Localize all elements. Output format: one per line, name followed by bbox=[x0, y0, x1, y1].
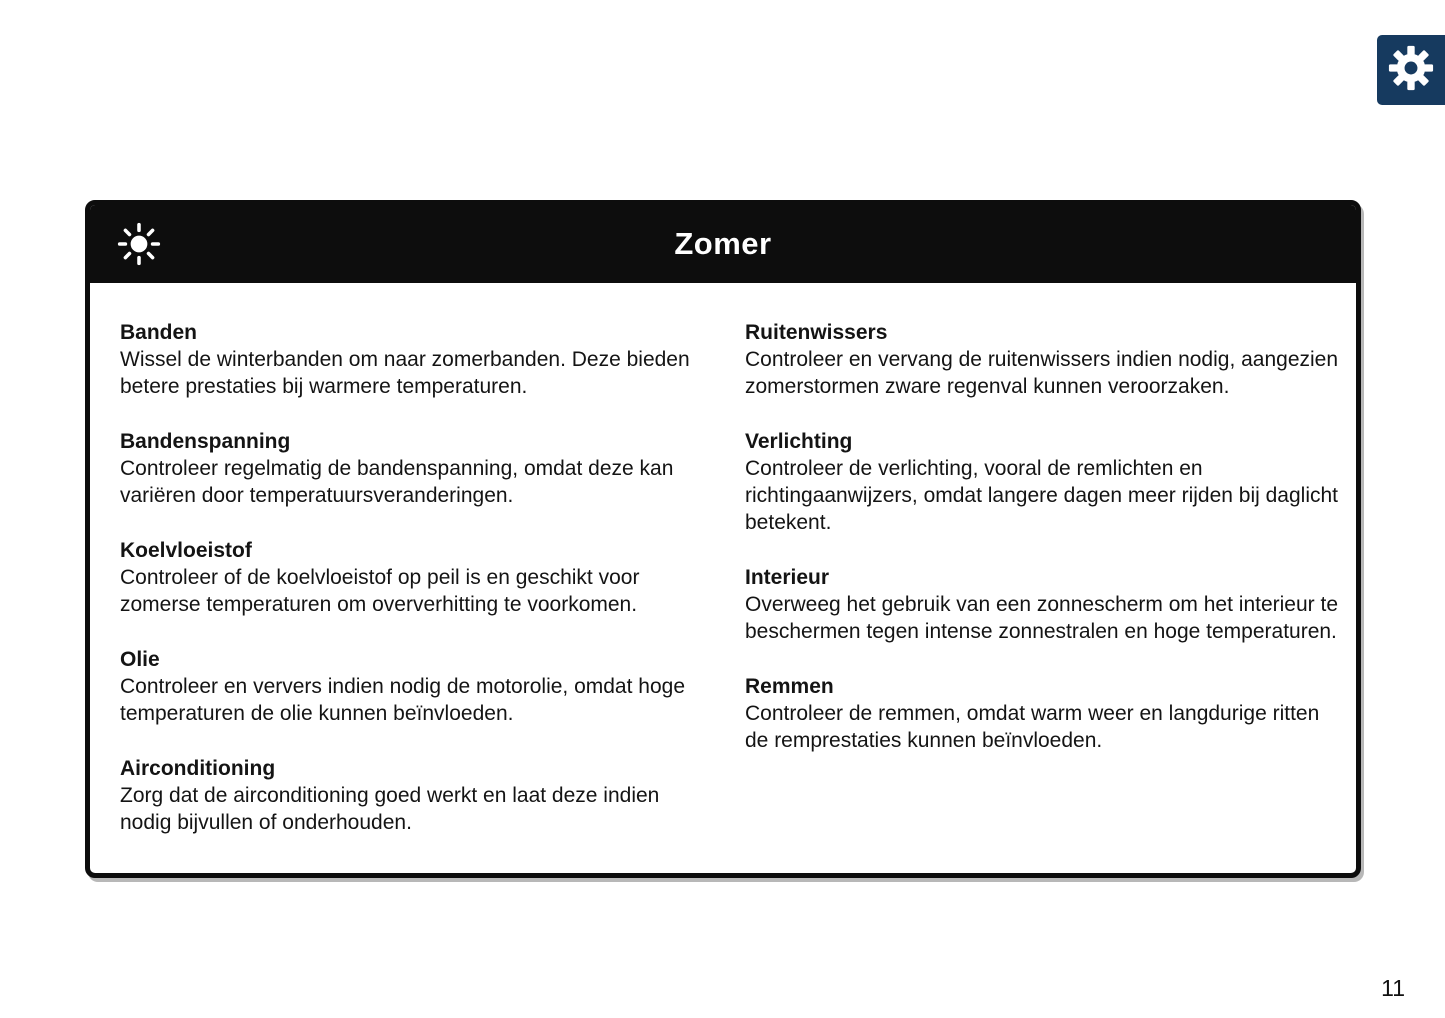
section-airconditioning bbox=[120, 755, 715, 836]
section-remmen bbox=[745, 673, 1340, 754]
section-bandenspanning bbox=[120, 428, 715, 509]
section-heading: Remmen bbox=[745, 675, 834, 698]
section-body: Controleer en vervang de ruitenwissers indien nodig, aangezien zomerstormen zware regenval kunnen veroorzaken. bbox=[745, 348, 1339, 398]
card-content bbox=[90, 283, 1356, 878]
column-right bbox=[745, 319, 1340, 864]
section-heading: Airconditioning bbox=[120, 757, 276, 780]
section-heading: Banden bbox=[120, 321, 198, 344]
section-ruitenwissers bbox=[745, 319, 1340, 400]
section-body: Wissel de winterbanden om naar zomerbanden. Deze bieden betere prestaties bij warmere temperaturen. bbox=[120, 348, 690, 398]
section-verlichting bbox=[745, 428, 1340, 536]
section-banden bbox=[120, 319, 715, 400]
sun-icon bbox=[116, 221, 162, 267]
section-body: Controleer de verlichting, vooral de remlichten en richtingaanwijzers, omdat langere dagen meer rijden bij daglicht betekent. bbox=[745, 457, 1338, 534]
section-body: Controleer de remmen, omdat warm weer en langdurige ritten de remprestaties kunnen beïnvloeden. bbox=[745, 702, 1320, 752]
section-heading: Ruitenwissers bbox=[745, 321, 888, 344]
section-body: Controleer of de koelvloeistof op peil is en geschikt voor zomerse temperaturen om oververhitting te voorkomen. bbox=[120, 566, 640, 616]
section-heading: Verlichting bbox=[745, 430, 853, 453]
section-heading: Interieur bbox=[745, 566, 830, 589]
card-header bbox=[90, 205, 1356, 283]
gear-icon bbox=[1388, 45, 1434, 96]
section-body: Zorg dat de airconditioning goed werkt en laat deze indien nodig bijvullen of onderhouden. bbox=[120, 784, 660, 834]
card-title: Zomer bbox=[674, 226, 772, 261]
section-heading: Olie bbox=[120, 648, 160, 671]
section-body: Controleer en ververs indien nodig de motorolie, omdat hoge temperaturen de olie kunnen beïnvloeden. bbox=[120, 675, 686, 725]
column-left bbox=[120, 319, 715, 864]
section-body: Overweeg het gebruik van een zonnescherm om het interieur te beschermen tegen intense zonnestralen en hoge temperaturen. bbox=[745, 593, 1338, 643]
section-interieur bbox=[745, 564, 1340, 645]
section-body: Controleer regelmatig de bandenspanning, omdat deze kan variëren door temperatuursveranderingen. bbox=[120, 457, 674, 507]
section-koelvloeistof bbox=[120, 537, 715, 618]
summer-checklist-card bbox=[85, 200, 1361, 878]
section-heading: Koelvloeistof bbox=[120, 539, 252, 562]
section-olie bbox=[120, 646, 715, 727]
section-heading: Bandenspanning bbox=[120, 430, 291, 453]
page-number: 11 bbox=[1381, 975, 1405, 1001]
corner-badge bbox=[1377, 35, 1445, 105]
